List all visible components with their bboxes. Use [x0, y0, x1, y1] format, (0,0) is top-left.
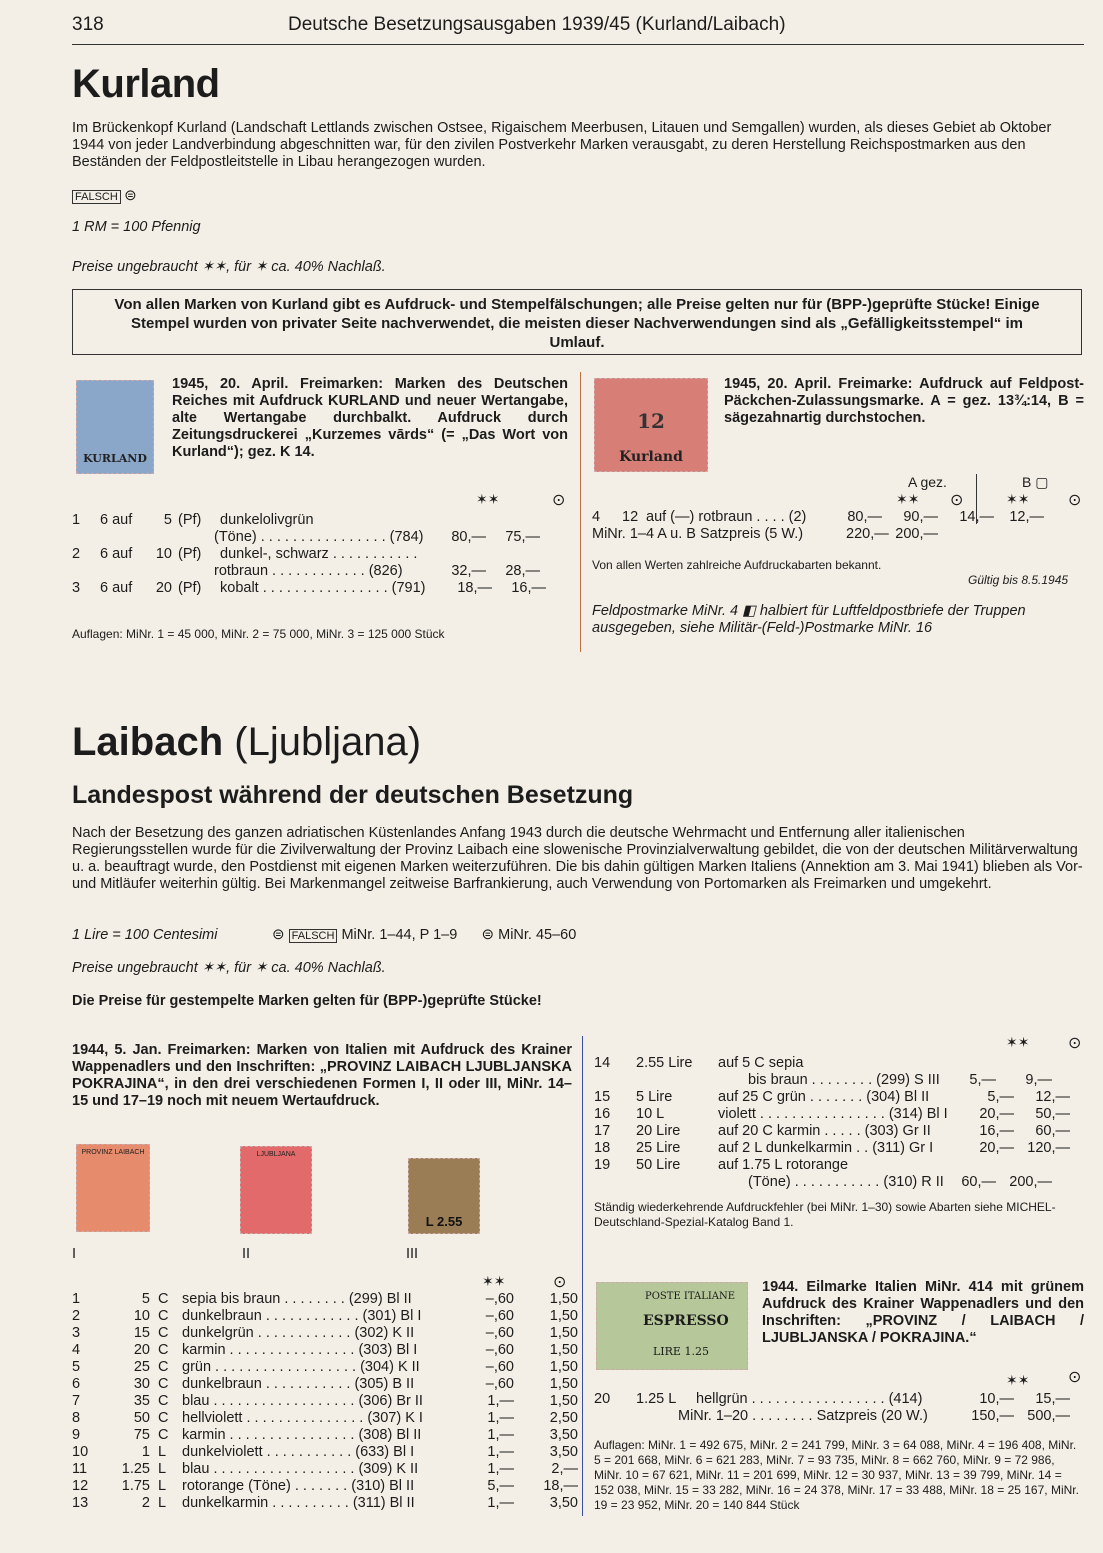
table-row [72, 512, 314, 529]
col-mint-header: ✶✶ [476, 491, 500, 507]
row-val: 25 [133, 1359, 150, 1375]
row-used: 15,— [1035, 1391, 1070, 1407]
row-mint: 1,— [487, 1461, 514, 1477]
column-divider [582, 1036, 583, 1516]
table-row-cont [748, 1174, 1052, 1191]
page-number: 318 [72, 14, 104, 35]
row-used: 3,50 [549, 1427, 578, 1443]
row-no: 6 [72, 1376, 81, 1392]
column-divider [580, 372, 581, 652]
row-mint: 1,— [487, 1495, 514, 1511]
row-old-value: 10 [155, 546, 172, 562]
col-used-header-right: ⊙ [1068, 1035, 1082, 1052]
row-u: L [158, 1495, 167, 1511]
row-val: 30 [133, 1376, 150, 1392]
stamp-cancel-icon: ⊜ [272, 926, 285, 943]
table-row [72, 1427, 578, 1444]
row-val: 20 [133, 1342, 150, 1358]
row-mint: –,60 [485, 1376, 514, 1392]
row-no: 9 [72, 1427, 81, 1443]
row-used: 12,— [1035, 1089, 1070, 1105]
row-desc: rotorange (Töne) . . . . . . . (310) Bl II [182, 1478, 415, 1494]
row-desc: auf 1.75 L rotorange [718, 1157, 849, 1173]
table-row [72, 1410, 578, 1427]
col-mint-header: ✶✶ [896, 491, 920, 507]
row-no: 20 [594, 1391, 611, 1407]
kurland-issue2-heading: 1945, 20. April. Freimarke: Aufdruck auf Feldpost-Päckchen-Zulassungsmarke. A = gez. 13¾:14, B = sägezahnartig durchstochen. [724, 376, 1084, 426]
row-no: 2 [72, 546, 81, 562]
row-u: C [158, 1359, 169, 1375]
table-row [72, 1291, 578, 1308]
row-used: 1,50 [549, 1291, 578, 1307]
table-row [594, 1089, 1070, 1106]
row-value: 1.25 L [636, 1391, 677, 1407]
form-label-2: II [242, 1246, 251, 1262]
row-val: 5 Lire [636, 1089, 673, 1105]
row-mint: –,60 [485, 1359, 514, 1375]
row-u: C [158, 1427, 169, 1443]
table-row [72, 1461, 578, 1478]
stamp-text: POSTE ITALIANE [645, 1291, 736, 1302]
form-label-3: III [406, 1246, 419, 1262]
row-val: 75 [133, 1427, 150, 1443]
row-desc: blau . . . . . . . . . . . . . . . . . . (306) Br II [182, 1393, 423, 1409]
row-no: 5 [72, 1359, 81, 1375]
kurland-auflagen: Auflagen: MiNr. 1 = 45 000, MiNr. 2 = 75 000, MiNr. 3 = 125 000 Stück [72, 627, 445, 641]
row-used: 120,— [1027, 1140, 1070, 1156]
row-unit: (Pf) [178, 580, 202, 596]
row-used: 1,50 [549, 1393, 578, 1409]
row-no: 18 [594, 1140, 611, 1156]
set-label: MiNr. 1–20 . . . . . . . . Satzpreis (20 W.) [678, 1408, 928, 1424]
row-u: C [158, 1308, 169, 1324]
row-mint: 1,— [487, 1427, 514, 1443]
stamp-text: ESPRESSO [643, 1313, 729, 1329]
row-mint: –,60 [485, 1325, 514, 1341]
table-row [72, 1393, 578, 1410]
row-used: 200,— [1009, 1174, 1052, 1190]
row-used: 60,— [1035, 1123, 1070, 1139]
table-row [72, 1444, 578, 1461]
stamp-cancel-icon: ⊜ [124, 187, 137, 204]
row-desc: dunkelkarmin . . . . . . . . . . (311) Bl II [182, 1495, 415, 1511]
col-used-header: ⊙ [552, 492, 566, 509]
row-u: L [158, 1461, 167, 1477]
row-a-used: 90,— [903, 509, 938, 525]
stamp-value: 12 [637, 409, 665, 433]
row-mint: 5,— [969, 1072, 996, 1088]
row-val: 25 Lire [636, 1140, 681, 1156]
row-desc: dunkel-, schwarz . . . . . . . . . . . [220, 546, 418, 562]
row-val: 1.75 [121, 1478, 150, 1494]
stamp-cancel-icon: ⊜ [481, 926, 495, 943]
row-desc: dunkelviolett . . . . . . . . . . . (633) Bl I [182, 1444, 415, 1460]
table-row [72, 1359, 578, 1376]
row-no: 14 [594, 1055, 611, 1071]
row-no: 7 [72, 1393, 81, 1409]
row-used: 50,— [1035, 1106, 1070, 1122]
stamp-overprint: LJUBLJANA [256, 1151, 296, 1158]
row-mint: 16,— [979, 1123, 1014, 1139]
table-row [72, 1495, 578, 1512]
stamp-overprint: L 2.55 [425, 1214, 463, 1229]
laibach-title: Laibach [72, 720, 224, 764]
row-no: 12 [72, 1478, 89, 1494]
row-desc: karmin . . . . . . . . . . . . . . . . (308) Bl II [182, 1427, 422, 1443]
falsch-icon: FALSCH [72, 190, 121, 204]
row-b-used: 12,— [1009, 509, 1044, 525]
laibach-intro: Nach der Besetzung des ganzen adriatischen Küstenlandes Anfang 1943 durch die deutsche Wehrmacht und Entfernung aller italienischen Regierungsstellen wurde für die Zivilverwaltung der Provinz Laibach eine slowenische Provinzialverwaltung gebildet, die von der deutschen Militärverwaltung u. a. beauftragt wurde, den Postdienst mit eigenen Marken weiterzuführen. Die bis dahin gültigen Marken Italiens (Annektion am 3. Mai 1941) blieben als Vor- und Mitläufer weiterhin gültig. Bei Markenmangel zeitweise Barfrankierung, auch Verwendung von Portomarken als Freimarken und umgekehrt. [72, 825, 1083, 892]
running-title: Deutsche Besetzungsausgaben 1939/45 (Kurland/Laibach) [288, 14, 786, 35]
row-desc: kobalt . . . . . . . . . . . . . . . . (791) [220, 580, 426, 596]
laibach-currency: 1 Lire = 100 Centesimi [72, 927, 218, 943]
col-mint-header-b: ✶✶ [1006, 491, 1030, 507]
table-row [72, 546, 417, 563]
form-label-1: I [72, 1246, 77, 1262]
row-desc2: (Töne) . . . . . . . . . . . (310) R II [748, 1174, 944, 1190]
table-row [72, 1376, 578, 1393]
row-used: 28,— [505, 563, 540, 579]
row-u: L [158, 1444, 167, 1460]
row-a-mint: 80,— [847, 509, 882, 525]
kurland-valid-until: Gültig bis 8.5.1945 [968, 573, 1069, 587]
row-mint: 20,— [979, 1106, 1014, 1122]
table-row [72, 1308, 578, 1325]
row-desc: violett . . . . . . . . . . . . . . . . (314) Bl I [718, 1106, 948, 1122]
stamp-image-form-2 [240, 1146, 312, 1234]
row-desc: auf 20 C karmin . . . . . (303) Gr II [718, 1123, 931, 1139]
table-row-cont [214, 563, 540, 580]
row-mint: 5,— [987, 1089, 1014, 1105]
row-mint: 20,— [979, 1140, 1014, 1156]
row-val: 5 [141, 1291, 150, 1307]
row-val: 50 [133, 1410, 150, 1426]
row-no: 8 [72, 1410, 81, 1426]
kurland-prices-note: Preise ungebraucht ✶✶, für ✶ ca. 40% Nachlaß. [72, 259, 386, 275]
row-used [1014, 1055, 1070, 1072]
row-mint: –,60 [485, 1291, 514, 1307]
table-row [594, 1157, 1070, 1174]
row-no: 1 [72, 1291, 81, 1307]
stamp-overprint: PROVINZ LAIBACH [81, 1149, 145, 1156]
table-row [72, 1342, 578, 1359]
col-used-header-b: ⊙ [1068, 492, 1082, 509]
row-no: 11 [72, 1461, 88, 1477]
row-no: 4 [592, 509, 601, 525]
forgery-warning-text: Von allen Marken von Kurland gibt es Aufdruck- und Stempelfälschungen; alle Preise gelten nur für (BPP-)geprüfte Stücke! Einige Stempel wurden von privater Seite nachverwendet, die meisten dieser Nachverwendungen sind als „Gefälligkeitsstempel“ im Umlauf. [114, 296, 1040, 351]
laibach-issue1-heading: 1944, 5. Jan. Freimarken: Marken von Italien mit Aufdruck des Krainer Wappenadlers und den Inschriften: „PROVINZ LAIBACH LJUBLJANSKA POKRAJINA“, in den drei verschiedenen Formen I, II oder III, MiNr. 14–15 und 17–19 noch mit neuem Wertaufdruck. [72, 1042, 572, 1109]
row-val: 2 [141, 1495, 150, 1511]
stamp-image-form-1 [76, 1144, 150, 1232]
row-desc: dunkelgrün . . . . . . . . . . . . (302) K II [182, 1325, 415, 1341]
row-mint [970, 1055, 1014, 1072]
row-no: 3 [72, 1325, 81, 1341]
table-row [72, 580, 546, 597]
set-mint: 220,— [846, 526, 889, 542]
kurland-currency: 1 RM = 100 Pfennig [72, 219, 201, 235]
col-b-header: B ▢ [1022, 474, 1049, 490]
row-value: 12 [622, 509, 639, 525]
page-header [72, 14, 1084, 45]
row-val: 10 [133, 1308, 150, 1324]
row-used: 75,— [505, 529, 540, 545]
row-value: 6 auf [100, 512, 133, 528]
set-mint: 150,— [971, 1408, 1014, 1424]
stamp-image-espresso [596, 1282, 748, 1370]
row-u: C [158, 1342, 169, 1358]
laibach-currency-line [72, 926, 576, 944]
row-u: C [158, 1325, 169, 1341]
col-mint-header: ✶✶ [1006, 1372, 1030, 1388]
row-desc2: rotbraun . . . . . . . . . . . . (826) [214, 563, 403, 579]
stamp-overprint: Kurland [619, 449, 683, 465]
row-no: 13 [72, 1495, 89, 1511]
set-row [592, 526, 938, 543]
row-desc: blau . . . . . . . . . . . . . . . . . . (309) K II [182, 1461, 419, 1477]
row-value: 6 auf [100, 580, 133, 596]
table-row-cont [214, 529, 540, 546]
falsch-icon: FALSCH [289, 929, 338, 943]
row-used: 1,50 [549, 1325, 578, 1341]
row-val: 1 [141, 1444, 150, 1460]
laibach-prices-note: Preise ungebraucht ✶✶, für ✶ ca. 40% Nachlaß. [72, 960, 386, 976]
row-desc: dunkelolivgrün [220, 512, 314, 528]
row-desc: dunkelbraun . . . . . . . . . . . (305) B II [182, 1376, 415, 1392]
row-used: 9,— [1025, 1072, 1052, 1088]
row-no: 16 [594, 1106, 611, 1122]
row-val: 50 Lire [636, 1157, 681, 1173]
table-row [594, 1391, 1070, 1408]
laibach-issue2-heading: 1944. Eilmarke Italien MiNr. 414 mit grünem Aufdruck des Krainer Wappenadlers und den Inschriften: „PROVINZ / LAIBACH / LJUBLJANSKA / POKRAJINA.“ [762, 1279, 1084, 1346]
row-used: 2,50 [549, 1410, 578, 1426]
col-used-header: ⊙ [950, 492, 964, 509]
row-desc2: (Töne) . . . . . . . . . . . . . . . . (784) [214, 529, 424, 545]
row-u: C [158, 1393, 169, 1409]
row-no: 2 [72, 1308, 81, 1324]
kurland-intro: Im Brückenkopf Kurland (Landschaft Lettlands zwischen Ostsee, Rigaischem Meerbusen, Litauen und Semgallen) wurden, als dieses Gebiet ab Oktober 1944 von jeder Landverbindung abgeschnitten war, für den zivilen Postverkehr Marken verausgabt, zu deren Herstellung Reichspostmarken aus den Beständen der Feldpostleitstelle in Libau herangezogen wurden. [72, 120, 1052, 170]
row-u: C [158, 1410, 169, 1426]
row-desc: auf 2 L dunkelkarmin . . (311) Gr I [718, 1140, 934, 1156]
col-a-header: A gez. [908, 474, 947, 490]
laibach-auflagen: Auflagen: MiNr. 1 = 492 675, MiNr. 2 = 241 799, MiNr. 3 = 64 088, MiNr. 4 = 196 408, MiNr. 5 = 201 668, MiNr. 6 = 621 283, MiNr. 7 = 93 735, MiNr. 8 = 662 760, MiNr. 9 = 72 986, MiNr. 10 = 67 621, MiNr. 11 = 201 699, MiNr. 12 = 30 937, MiNr. 13 = 39 799, MiNr. 14 = 152 038, MiNr. 15 = 33 282, MiNr. 16 = 24 378, MiNr. 17 = 33 488, MiNr. 18 = 25 167, MiNr. 19 = 23 952, MiNr. 20 = 140 844 Stück [594, 1438, 1079, 1512]
row-used: 18,— [543, 1478, 578, 1494]
row-no: 1 [72, 512, 81, 528]
row-mint: 18,— [457, 580, 492, 596]
row-used: 2,— [551, 1461, 578, 1477]
row-used: 1,50 [549, 1359, 578, 1375]
row-val: 1.25 [121, 1461, 150, 1477]
row-mint: 32,— [451, 563, 486, 579]
row-unit: (Pf) [178, 546, 202, 562]
row-no: 19 [594, 1157, 611, 1173]
row-mint [970, 1157, 1014, 1174]
row-used: 1,50 [549, 1376, 578, 1392]
table-row [594, 1140, 1070, 1157]
stamp-overprint: KURLAND [83, 452, 147, 465]
row-mint: 5,— [487, 1478, 514, 1494]
section-title-laibach [72, 720, 421, 765]
row-mint: –,60 [485, 1342, 514, 1358]
set-label: MiNr. 1–4 A u. B Satzpreis (5 W.) [592, 526, 804, 542]
row-mint: 10,— [979, 1391, 1014, 1407]
stamp-image-kurland-12 [594, 378, 708, 472]
row-mint: 1,— [487, 1444, 514, 1460]
row-u: L [158, 1478, 167, 1494]
row-desc: sepia bis braun . . . . . . . . (299) Bl II [182, 1291, 412, 1307]
stamp-image-form-3 [408, 1158, 480, 1234]
table-row [72, 1478, 578, 1495]
col-used-header: ⊙ [553, 1274, 567, 1291]
row-desc: grün . . . . . . . . . . . . . . . . . . (304) K II [182, 1359, 420, 1375]
set-used: 500,— [1027, 1408, 1070, 1424]
row-desc: dunkelbraun . . . . . . . . . . . . (301) Bl I [182, 1308, 422, 1324]
kurland-feldpost-note: Feldpostmarke MiNr. 4 ◧ halbiert für Luftfeldpostbriefe der Truppen ausgegeben, siehe Militär-(Feld-)Postmarke MiNr. 16 [592, 603, 1026, 636]
row-unit: (Pf) [178, 512, 202, 528]
table-row [594, 1106, 1070, 1123]
col-mint-header: ✶✶ [482, 1273, 506, 1289]
col-used-header: ⊙ [1068, 1369, 1082, 1386]
row-no: 17 [594, 1123, 611, 1139]
row-desc: karmin . . . . . . . . . . . . . . . . (303) Bl I [182, 1342, 418, 1358]
row-val: 20 Lire [636, 1123, 681, 1139]
row-val: 15 [133, 1325, 150, 1341]
table-row [592, 509, 1044, 526]
row-val: 2.55 Lire [636, 1055, 693, 1071]
row-old-value: 5 [163, 512, 172, 528]
row-no: 15 [594, 1089, 611, 1105]
laibach-abarten-note: Ständig wiederkehrende Aufdruckfehler (bei MiNr. 1–30) sowie Abarten siehe MICHEL-Deutschland-Spezial-Katalog Band 1. [594, 1200, 1056, 1229]
row-used: 3,50 [549, 1444, 578, 1460]
table-row [594, 1055, 1070, 1072]
row-val: 10 L [636, 1106, 665, 1122]
set-used: 200,— [895, 526, 938, 542]
table-row [594, 1123, 1070, 1140]
row-desc: auf 5 C sepia [718, 1055, 804, 1071]
table-row [72, 1325, 578, 1342]
forgery-warning-box [72, 289, 1082, 355]
row-no: 10 [72, 1444, 89, 1460]
row-mint: 60,— [961, 1174, 996, 1190]
row-desc: hellviolett . . . . . . . . . . . . . . . (307) K I [182, 1410, 423, 1426]
kurland-symbols [72, 186, 137, 204]
row-old-value: 20 [155, 580, 172, 596]
kurland-issue1-heading: 1945, 20. April. Freimarken: Marken des Deutschen Reiches mit Aufdruck KURLAND und neuer Wertangabe, alte Wertangabe durchbalkt. Aufdruck durch Zeitungsdruckerei „Kurzemes vārds“ (= „Das Wort von Kurland“); gez. K 14. [172, 376, 568, 460]
row-no: 4 [72, 1342, 81, 1358]
table-row-cont [748, 1072, 1052, 1089]
stamp-image-kurland-6 [76, 380, 154, 474]
laibach-bpp-note: Die Preise für gestempelte Marken gelten für (BPP-)geprüfte Stücke! [72, 993, 542, 1009]
row-b-mint: 14,— [959, 509, 994, 525]
stamp-text: LIRE 1.25 [653, 1345, 709, 1358]
row-mint: 1,— [487, 1410, 514, 1426]
row-no: 3 [72, 580, 81, 596]
row-used: 1,50 [549, 1308, 578, 1324]
laibach-sym-note-2: MiNr. 45–60 [498, 927, 577, 943]
laibach-sym-note-1: MiNr. 1–44, P 1–9 [341, 927, 458, 943]
section-title-kurland: Kurland [72, 62, 220, 106]
row-mint: –,60 [485, 1308, 514, 1324]
row-val: 35 [133, 1393, 150, 1409]
row-mint: 1,— [487, 1393, 514, 1409]
row-mint: 80,— [451, 529, 486, 545]
row-desc2: bis braun . . . . . . . . (299) S III [748, 1072, 940, 1088]
row-used [1014, 1157, 1070, 1174]
set-row [678, 1408, 1070, 1425]
kurland-abarten-note: Von allen Werten zahlreiche Aufdruckabarten bekannt. [592, 558, 882, 572]
row-desc: auf 25 C grün . . . . . . . (304) Bl II [718, 1089, 930, 1105]
row-desc: auf (—) rotbraun . . . . (2) [646, 509, 807, 525]
row-used: 3,50 [549, 1495, 578, 1511]
row-desc: hellgrün . . . . . . . . . . . . . . . . . (414) [696, 1391, 923, 1407]
row-used: 1,50 [549, 1342, 578, 1358]
row-used: 16,— [511, 580, 546, 596]
row-value: 6 auf [100, 546, 133, 562]
laibach-subtitle: Landespost während der deutschen Besetzung [72, 781, 634, 809]
col-mint-header-right: ✶✶ [1006, 1034, 1030, 1050]
laibach-title-alt: (Ljubljana) [234, 720, 422, 764]
row-u: C [158, 1291, 169, 1307]
row-u: C [158, 1376, 169, 1392]
